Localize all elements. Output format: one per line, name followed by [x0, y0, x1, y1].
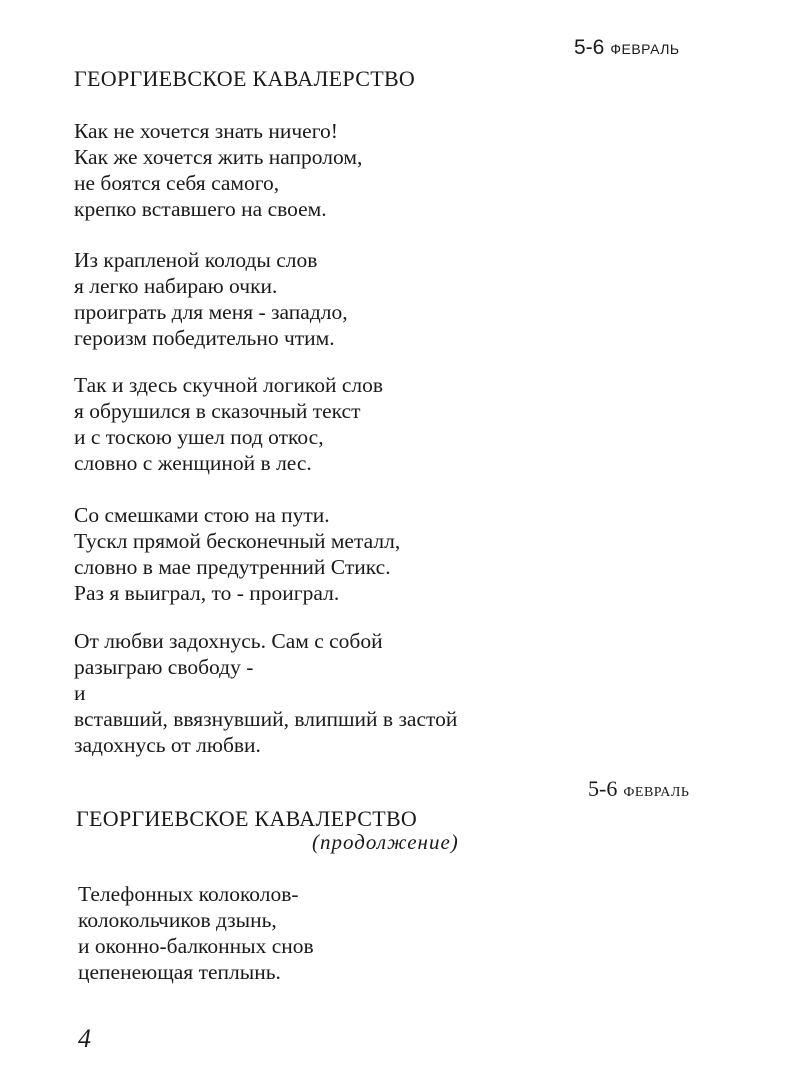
poem-line: крепко вставшего на своем.: [74, 197, 327, 221]
poem-line: Так и здесь скучной логикой слов: [74, 373, 384, 397]
poem-line: вставший, ввязнувший, влипший в застой: [74, 707, 458, 731]
page-number: 4: [78, 1024, 91, 1053]
poem-line: Из крапленой колоды слов: [74, 248, 318, 272]
poem1-title: ГЕОРГИЕВСКОЕ КАВАЛЕРСТВО: [74, 66, 416, 91]
poem1-stanza-4: [74, 502, 400, 606]
poem-line: От любви задохнусь. Сам с собой: [74, 629, 383, 653]
poem-line: и оконно-балконных снов: [78, 934, 314, 958]
poem2-subtitle: (продолжение): [312, 830, 459, 854]
poem-line: Как не хочется знать ничего!: [74, 119, 338, 143]
poem-line: и с тоскою ушел под откос,: [74, 425, 324, 449]
poem1-stanza-2: [74, 247, 348, 351]
poem-line: задохнусь от любви.: [74, 733, 261, 757]
poem1-date: [574, 36, 680, 60]
poem-line: Со смешками стою на пути.: [74, 503, 330, 527]
poem-line: и: [74, 681, 86, 705]
poem2-date-month: ФЕВРАЛЬ: [623, 785, 690, 800]
poem-line: колокольчиков дзынь,: [78, 908, 277, 932]
poem2-date-num: 5-6: [588, 776, 618, 801]
poem1-stanza-3: [74, 372, 383, 476]
poem-line: героизм победительно чтим.: [74, 326, 335, 350]
poem-line: словно с женщиной в лес.: [74, 451, 312, 475]
poem-line: я обрушился в сказочный текст: [74, 399, 361, 423]
poem2-title: ГЕОРГИЕВСКОЕ КАВАЛЕРСТВО: [76, 806, 418, 831]
poem-line: Телефонных колоколов-: [78, 882, 299, 906]
poem-line: не боятся себя самого,: [74, 171, 280, 195]
poem-line: Раз я выиграл, то - проиграл.: [74, 581, 340, 605]
poem-line: Как же хочется жить напролом,: [74, 145, 363, 169]
poem-line: цепенеющая теплынь.: [78, 960, 281, 984]
poem-line: я легко набираю очки.: [74, 274, 278, 298]
poem-line: разыграю свободу -: [74, 655, 254, 679]
poem-line: словно в мае предутренний Стикс.: [74, 555, 391, 579]
poem1-date-num: 5-6: [574, 36, 605, 59]
poem2-stanza-1: [78, 881, 314, 985]
poem1-stanza-1: [74, 118, 362, 222]
poem-line: проиграть для меня - западло,: [74, 300, 348, 324]
poem1-stanza-5: [74, 628, 457, 758]
poem1-date-month: ФЕВРАЛЬ: [610, 41, 680, 57]
poem2-date: [588, 776, 689, 802]
poem-line: Тускл прямой бесконечный металл,: [74, 529, 401, 553]
